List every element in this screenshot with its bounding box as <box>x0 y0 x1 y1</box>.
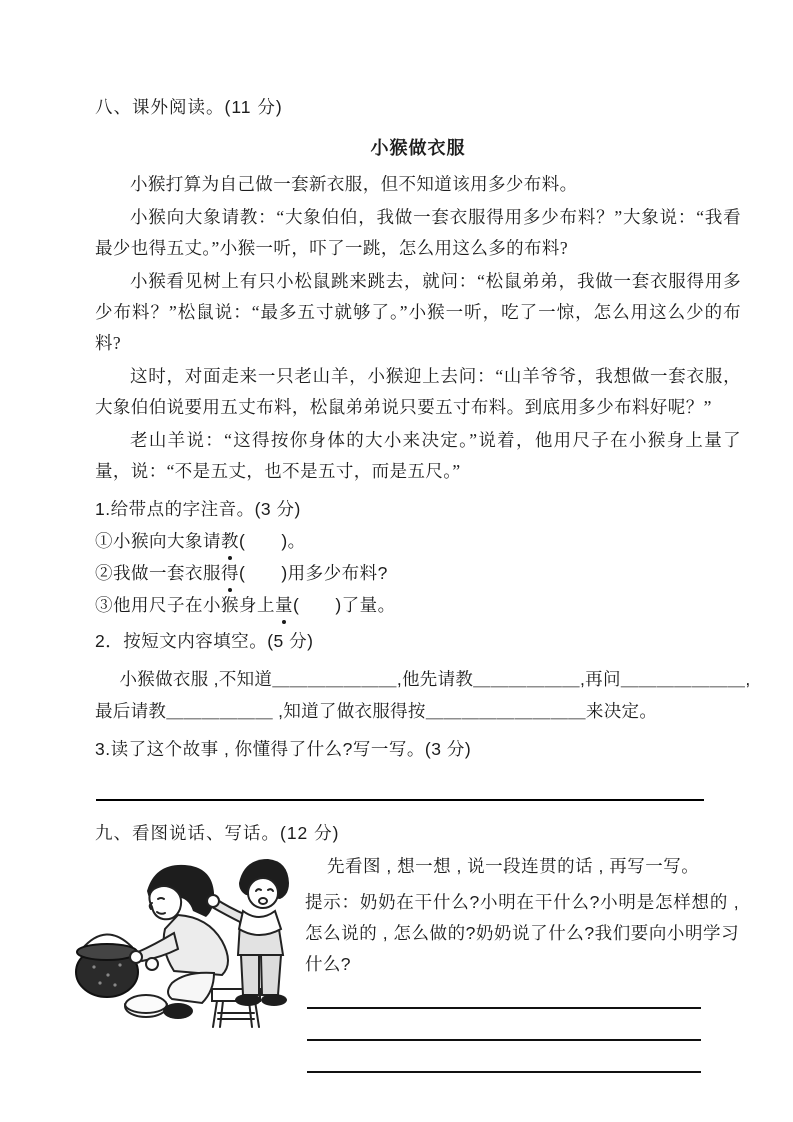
question-1-item-3 <box>95 589 741 621</box>
q1-item-3-text: ③他用尺子在小猴身上 <box>95 595 275 615</box>
question-1 <box>95 493 741 621</box>
section-8 <box>95 96 741 119</box>
story-paragraph-5: 老山羊说：“这得按你身体的大小来决定。”说着，他用尺子在小猴身上量了量，说：“不是五丈，也不是五寸，而是五尺。” <box>95 430 741 481</box>
q1-item-1-text: ①小猴向大象请 <box>95 531 221 551</box>
q1-item-1-blank: ( )。 <box>239 531 306 551</box>
question-3-answer-line <box>96 799 704 801</box>
question-3 <box>95 733 741 801</box>
story-paragraph-1: 小猴打算为自己做一套新衣服，但不知道该用多少布料。 <box>130 174 578 194</box>
writing-line-2 <box>307 1039 701 1041</box>
section-8-heading: 八、课外阅读。(11 分) <box>95 97 283 117</box>
q1-item-2-dotted-char: 得 <box>221 557 239 589</box>
reading-passage <box>95 136 741 487</box>
illustration-svg <box>62 851 297 1033</box>
story-title: 小猴做衣服 <box>370 138 466 158</box>
story-paragraph-4: 这时，对面走来一只老山羊，小猴迎上去问：“山羊爷爷，我想做一套衣服，大象伯伯说要用五丈布料，松鼠弟弟说只要五寸布料。到底用多少布料好呢？” <box>95 366 741 417</box>
story-paragraph-2: 小猴向大象请教：“大象伯伯，我做一套衣服得用多少布料？”大象说：“我看最少也得五丈。”小猴一听，吓了一跳，怎么用这么多的布料? <box>95 207 741 258</box>
question-2-heading: 2．按短文内容填空。(5 分) <box>95 631 314 651</box>
q1-item-3-blank: ( )了量。 <box>293 595 396 615</box>
question-2-fill-line-2: 最后请教＿＿＿＿＿＿ ,知道了做衣服得按＿＿＿＿＿＿＿＿＿来决定。 <box>95 701 658 721</box>
q1-item-1-dotted-char: 教 <box>221 525 239 557</box>
question-1-item-2 <box>95 557 741 589</box>
section-9-hint: 提示：奶奶在干什么?小明在干什么?小明是怎样想的 , 怎么说的 , 怎么做的?奶奶说了什么?我们要向小明学习什么? <box>305 892 739 974</box>
question-1-item-1 <box>95 525 741 557</box>
question-3-heading: 3.读了这个故事 , 你懂得了什么?写一写。(3 分) <box>95 739 472 759</box>
section-9 <box>95 822 741 1073</box>
section-9-instruction: 先看图 , 想一想 , 说一段连贯的话 , 再写一写。 <box>327 856 700 876</box>
question-2-fill-line-1: 小猴做衣服 ,不知道＿＿＿＿＿＿＿,他先请教＿＿＿＿＿＿,再问＿＿＿＿＿＿＿, <box>119 669 751 689</box>
q1-item-2-text: ②我做一套衣服 <box>95 563 221 583</box>
writing-line-3 <box>307 1071 701 1073</box>
section-9-heading: 九、看图说话、写话。(12 分) <box>95 823 340 843</box>
grandma-boy-illustration <box>62 851 297 1033</box>
story-paragraph-3: 小猴看见树上有只小松鼠跳来跳去，就问：“松鼠弟弟，我做一套衣服得用多少布料？”松鼠说：“最多五寸就够了。”小猴一听，吃了一惊，怎么用这么少的布料? <box>95 271 741 353</box>
q1-item-3-dotted-char: 量 <box>275 589 293 621</box>
q1-item-2-blank: ( )用多少布料? <box>239 563 388 583</box>
writing-line-1 <box>307 1007 701 1009</box>
question-1-heading: 1.给带点的字注音。(3 分) <box>95 499 301 519</box>
question-2 <box>95 625 751 727</box>
